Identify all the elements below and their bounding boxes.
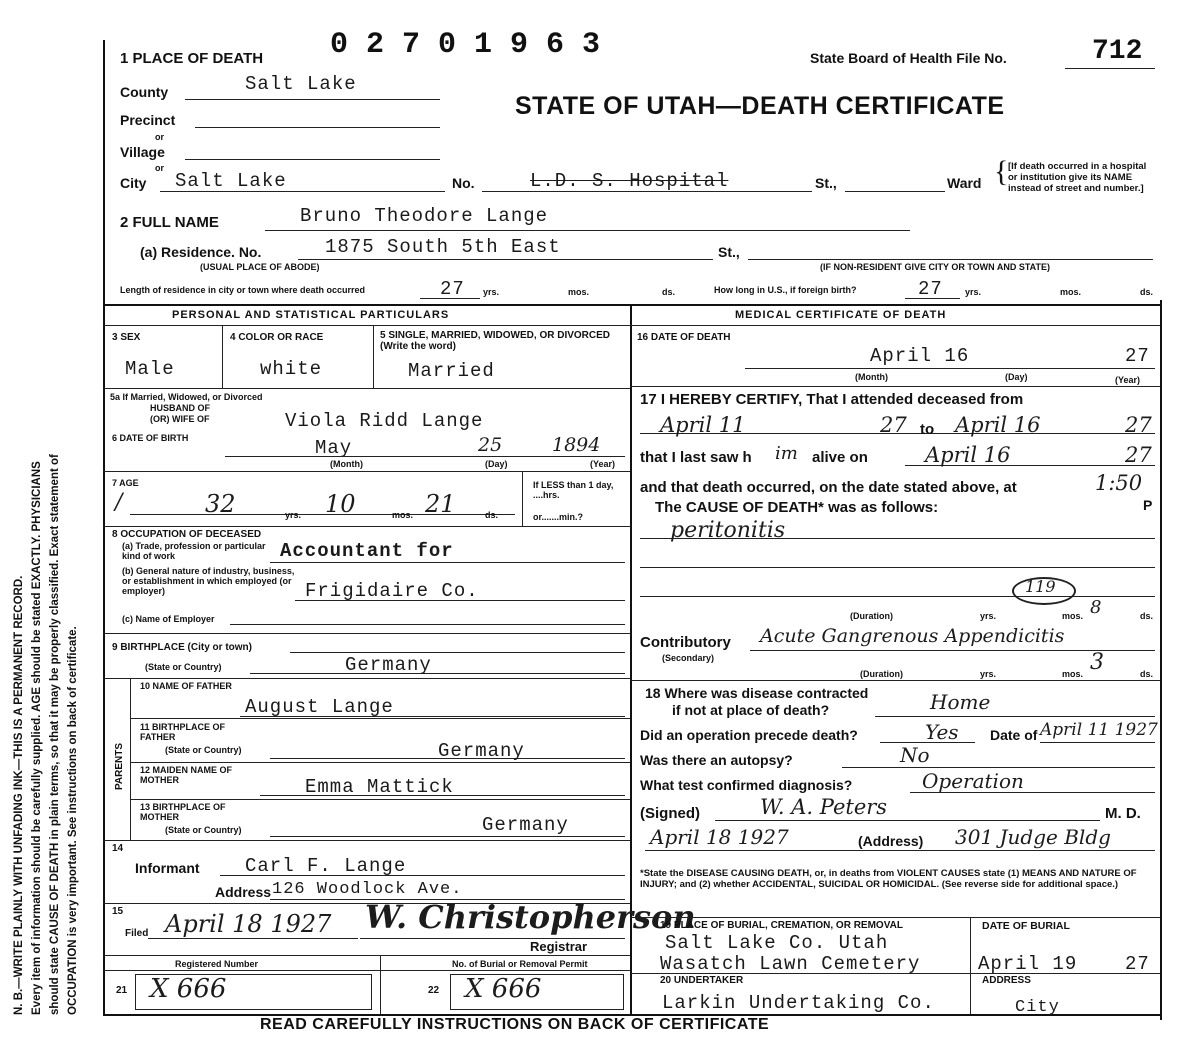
death-time-pm: P	[1143, 497, 1153, 513]
autopsy-value: No	[900, 743, 930, 767]
cause-code: 119	[1025, 577, 1056, 596]
dob-year-label: (Year)	[590, 459, 616, 469]
form-left-border	[103, 40, 105, 1015]
spouse-value: Viola Ridd Lange	[285, 410, 484, 432]
certificate-title: STATE OF UTAH—DEATH CERTIFICATE	[515, 92, 1005, 120]
where-contracted-label-2: if not at place of death?	[672, 702, 830, 718]
burial-place-label: 19 PLACE OF BURIAL, CREMATION, OR REMOVAL	[660, 920, 903, 931]
attended-from-year: 27	[880, 413, 907, 437]
contributory-duration-months: 3	[1090, 650, 1104, 675]
age-days: 21	[425, 490, 456, 518]
dob-month: May	[315, 437, 353, 459]
mother-birthplace-label: 13 BIRTHPLACE OF MOTHER	[140, 802, 226, 822]
burial-permit-label: No. of Burial or Removal Permit	[452, 959, 588, 969]
death-month-label: (Month)	[855, 372, 888, 382]
undertaker-label: 20 UNDERTAKER	[660, 975, 744, 986]
or-label-2: or	[155, 163, 164, 173]
registrar-label: Registrar	[530, 939, 588, 954]
age-label: 7 AGE	[112, 478, 139, 488]
father-name-label: 10 NAME OF FATHER	[140, 681, 232, 691]
ds-unit: ds.	[662, 287, 676, 297]
duration-yrs-1: yrs.	[980, 611, 997, 621]
date-of-death-value: April 16	[870, 345, 970, 367]
county-value: Salt Lake	[245, 73, 357, 95]
precinct-label: Precinct	[120, 112, 176, 128]
undertaker-address-label: ADDRESS	[982, 975, 1031, 986]
city-label: City	[120, 175, 147, 191]
sex-label: 3 SEX	[112, 332, 141, 343]
father-birthplace-value: Germany	[438, 740, 525, 762]
last-saw-date: April 16	[925, 443, 1011, 467]
test-value: Operation	[922, 769, 1024, 793]
occupation-a-label: (a) Trade, profession or particular kind of work	[122, 541, 266, 561]
autopsy-label: Was there an autopsy?	[640, 752, 793, 768]
board-file-label: State Board of Health File No.	[810, 50, 1007, 66]
spouse-label-1: 5a If Married, Widowed, or Divorced	[110, 392, 263, 402]
filed-number: 15	[112, 906, 124, 917]
institution-value: L.D. S. Hospital	[530, 170, 729, 192]
side-note-line-3: should state CAUSE OF DEATH in plain terms, so that it may be properly classified. Exact statement of	[49, 454, 61, 1015]
signature-date: April 18 1927	[650, 825, 789, 849]
age-months: 10	[325, 490, 356, 518]
informant-number: 14	[112, 843, 124, 854]
last-saw-year: 27	[1125, 443, 1152, 467]
street-label: St.,	[815, 175, 837, 191]
ward-note: [If death occurred in a hospital or institution give its NAME instead of street and number.]	[1008, 161, 1147, 194]
duration-label-1: (Duration)	[850, 611, 893, 621]
father-state-label: (State or Country)	[165, 745, 242, 755]
dob-day-label: (Day)	[485, 459, 508, 469]
certify-label: 17 I HEREBY CERTIFY, That I attended deceased from	[640, 391, 1024, 408]
us-ds-unit: ds.	[1140, 287, 1154, 297]
parents-label: PARENTS	[114, 742, 125, 790]
color-label: 4 COLOR OR RACE	[230, 332, 324, 343]
city-value: Salt Lake	[175, 170, 287, 192]
death-year-value: 27	[1125, 345, 1150, 367]
cause-duration-months: 8	[1090, 597, 1102, 618]
birthplace-state-label: (State or Country)	[145, 662, 222, 672]
us-residence-years: 27	[918, 278, 943, 300]
ward-brace-icon: {	[994, 155, 1009, 188]
attended-to-year: 27	[1125, 413, 1152, 437]
street-number-label: No.	[452, 175, 475, 191]
dob-label: 6 DATE OF BIRTH	[112, 433, 189, 443]
us-residence-label: How long in U.S., if foreign birth?	[714, 285, 857, 295]
length-residence-label: Length of residence in city or town where death occurred	[120, 285, 366, 295]
secondary-label: (Secondary)	[662, 653, 715, 663]
death-year-label: (Year)	[1115, 375, 1141, 385]
last-saw-label: that I last saw h	[640, 449, 752, 466]
spouse-label-3: (OR) WIFE OF	[150, 414, 210, 424]
mother-state-label: (State or Country)	[165, 825, 242, 835]
county-label: County	[120, 84, 169, 100]
dob-year: 1894	[552, 434, 601, 456]
color-value: white	[260, 358, 323, 380]
father-birthplace-label: 11 BIRTHPLACE OF FATHER	[140, 722, 226, 742]
alive-on-label: alive on	[812, 449, 868, 466]
sex-value: Male	[125, 358, 175, 380]
md-label: M. D.	[1105, 805, 1141, 822]
operation-label: Did an operation precede death?	[640, 727, 858, 743]
operation-date-label: Date of	[990, 727, 1038, 743]
physician-signature: W. A. Peters	[760, 795, 888, 819]
us-mos-unit: mos.	[1060, 287, 1082, 297]
full-name-value: Bruno Theodore Lange	[300, 205, 549, 227]
footer-instructions: READ CAREFULLY INSTRUCTIONS ON BACK OF CERTIFICATE	[260, 1016, 770, 1033]
marital-label: 5 SINGLE, MARRIED, WIDOWED, OR DIVORCED (Write the word)	[380, 330, 611, 352]
registered-field-number: 21	[116, 985, 128, 996]
age-tick-icon: /	[115, 490, 123, 515]
duration-yrs-2: yrs.	[980, 669, 997, 679]
death-day-label: (Day)	[1005, 372, 1028, 382]
undertaker-address-value: City	[1015, 998, 1060, 1017]
place-of-death-label: 1 PLACE OF DEATH	[120, 50, 264, 67]
physician-address-label: (Address)	[858, 833, 924, 849]
if-less-label: If LESS than 1 day, ....hrs.	[533, 480, 614, 500]
length-residence-years: 27	[440, 278, 465, 300]
where-contracted-value: Home	[930, 690, 991, 714]
age-years: 32	[205, 490, 236, 518]
last-saw-him: im	[775, 443, 798, 464]
spouse-label-2: HUSBAND OF	[150, 403, 210, 413]
cause-of-death-label: The CAUSE OF DEATH* was as follows:	[655, 499, 939, 516]
test-label: What test confirmed diagnosis?	[640, 777, 853, 793]
employer-value: Frigidaire Co.	[305, 580, 479, 602]
age-ds-unit: ds.	[485, 510, 499, 520]
or-min-label: or.......min.?	[533, 512, 584, 522]
side-note-line-4: OCCUPATION is very important. See instructions on back of certificate.	[67, 626, 79, 1015]
age-yrs-unit: yrs.	[285, 510, 302, 520]
marital-value: Married	[408, 360, 495, 382]
side-note-line-1: N. B.—WRITE PLAINLY WITH UNFADING INK—THIS IS A PERMANENT RECORD.	[13, 575, 25, 1015]
burial-place-value: Salt Lake Co. Utah	[665, 932, 889, 954]
contributory-value: Acute Gangrenous Appendicitis	[760, 625, 1065, 647]
informant-value: Carl F. Lange	[245, 855, 407, 877]
to-label: to	[920, 421, 935, 438]
duration-mos-2: mos.	[1062, 669, 1084, 679]
date-of-death-label: 16 DATE OF DEATH	[637, 332, 731, 343]
mother-birthplace-value: Germany	[482, 814, 569, 836]
filed-date: April 18 1927	[165, 910, 332, 938]
occupation-c-label: (c) Name of Employer	[122, 614, 215, 624]
cause-footnote: *State the DISEASE CAUSING DEATH, or, in deaths from VIOLENT CAUSES state (1) MEANS AND NATURE OF INJURY; and (2) whether ACCIDENTAL, SUICIDAL OR HOMICIDAL. (See reverse side for additional space.)	[640, 868, 1137, 890]
yrs-unit: yrs.	[483, 287, 500, 297]
permit-field-number: 22	[428, 985, 440, 996]
occupation-value: Accountant for	[280, 540, 454, 562]
medical-section-title: MEDICAL CERTIFICATE OF DEATH	[735, 309, 947, 321]
age-mos-unit: mos.	[392, 510, 414, 520]
undertaker-value: Larkin Undertaking Co.	[662, 992, 935, 1014]
death-time: 1:50	[1095, 471, 1143, 495]
or-label-1: or	[155, 132, 164, 142]
cemetery-value: Wasatch Lawn Cemetery	[660, 953, 921, 975]
registered-number-value: X 666	[150, 974, 227, 1004]
permit-number-value: X 666	[465, 974, 542, 1004]
signed-label: (Signed)	[640, 805, 700, 822]
mother-name-label: 12 MAIDEN NAME OF MOTHER	[140, 765, 233, 785]
usual-abode-note: (USUAL PLACE OF ABODE)	[200, 262, 320, 272]
board-file-number: 712	[1092, 36, 1143, 67]
death-occurred-label: and that death occurred, on the date stated above, at	[640, 479, 1017, 496]
ward-label: Ward	[947, 175, 982, 191]
physician-address-value: 301 Judge Bldg	[955, 825, 1111, 849]
duration-ds-1: ds.	[1140, 611, 1154, 621]
burial-date-label: DATE OF BURIAL	[982, 920, 1070, 932]
duration-mos-1: mos.	[1062, 611, 1084, 621]
certificate-number: 0 2 7 0 1 9 6 3	[330, 28, 601, 62]
operation-value: Yes	[925, 720, 959, 744]
birthplace-label: 9 BIRTHPLACE (City or town)	[112, 642, 252, 653]
personal-section-title: PERSONAL AND STATISTICAL PARTICULARS	[172, 309, 450, 321]
residence-label: (a) Residence. No.	[140, 244, 262, 260]
duration-label-2: (Duration)	[860, 669, 903, 679]
occupation-label: 8 OCCUPATION OF DECEASED	[112, 529, 262, 540]
dob-month-label: (Month)	[330, 459, 363, 469]
burial-year-value: 27	[1125, 953, 1150, 975]
mother-name-value: Emma Mattick	[305, 776, 454, 798]
duration-ds-2: ds.	[1140, 669, 1154, 679]
cause-of-death-value: peritonitis	[670, 518, 786, 543]
filed-label: Filed	[125, 928, 149, 939]
informant-address-value: 126 Woodlock Ave.	[272, 880, 463, 899]
us-yrs-unit: yrs.	[965, 287, 982, 297]
attended-to-date: April 16	[955, 413, 1041, 437]
informant-address-label: Address	[215, 884, 272, 900]
contributory-label: Contributory	[640, 634, 731, 651]
father-name-value: August Lange	[245, 696, 394, 718]
residence-value: 1875 South 5th East	[325, 236, 561, 258]
residence-st-label: St.,	[718, 244, 740, 260]
side-note-line-2: Every item of information should be carefully supplied. AGE should be stated EXACTLY. PHYSICIANS	[31, 461, 43, 1015]
dob-day: 25	[478, 434, 503, 456]
mos-unit: mos.	[568, 287, 590, 297]
registrar-signature: W. Christopherson	[365, 898, 696, 936]
village-label: Village	[120, 144, 165, 160]
attended-from-date: April 11	[660, 413, 746, 437]
occupation-b-label: (b) General nature of industry, business, or establishment in which employed (or employer)	[122, 566, 295, 596]
form-right-border	[1160, 300, 1162, 1020]
burial-date-value: April 19	[978, 953, 1078, 975]
where-contracted-label: 18 Where was disease contracted	[645, 685, 869, 701]
full-name-label: 2 FULL NAME	[120, 214, 219, 231]
operation-date-value: April 11 1927	[1040, 720, 1158, 740]
non-resident-note: (IF NON-RESIDENT GIVE CITY OR TOWN AND STATE)	[820, 262, 1051, 272]
registered-number-label: Registered Number	[175, 959, 259, 969]
informant-label: Informant	[135, 860, 200, 876]
birthplace-value: Germany	[345, 654, 432, 676]
